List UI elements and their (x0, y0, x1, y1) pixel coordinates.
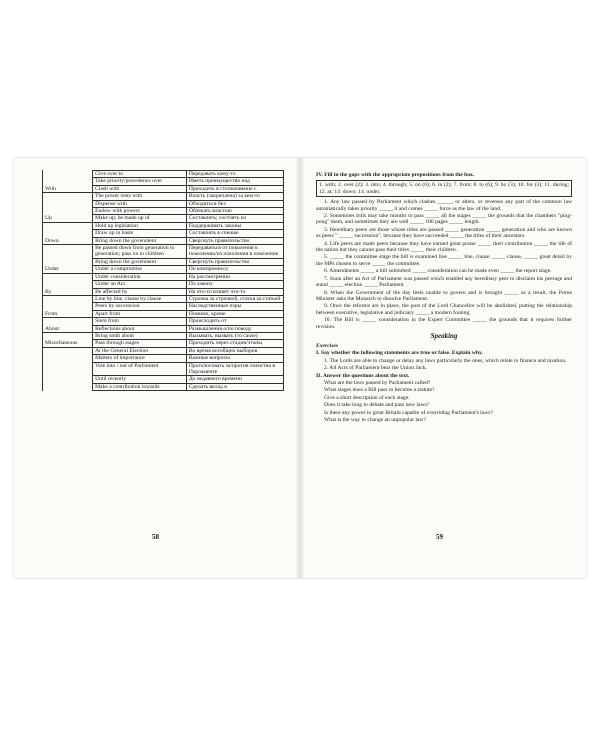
preposition-cell (43, 171, 93, 178)
gap-fill-item: 5. _____ the committee stage the bill is examined line _____ line, clause _____ clause, _____ great detail by the MPs chosen to serve _____ the committee. (316, 254, 572, 267)
translation-cell: Передаваться от поколения к поколению/из поколения в поколение (186, 245, 283, 259)
table-row (43, 266, 284, 273)
table-row (43, 376, 284, 383)
translation-cell: По компромиссу (186, 266, 283, 273)
table-row (43, 362, 284, 376)
true-false-item: 1. The Lords are able to change or delay any laws particularly the ones, which relate to finance and taxation. (324, 357, 567, 364)
phrase-cell: Under an Act (93, 281, 187, 288)
translation-cell: Строчка за строчкой, статья за статьей (186, 295, 283, 302)
phrase-cell: Pass through stages (93, 340, 187, 347)
preposition-cell (43, 332, 93, 339)
translation-cell: Передавать кому-то (186, 171, 283, 178)
question-item: Does it take long to debate and pass new laws? (324, 402, 430, 409)
gap-fill-item: 8. When the Government of the day feels unable to govern and is brought _____ as a result, the Prime Minister asks the Monarch to dissolve Parliament. (316, 289, 572, 302)
translation-cell: Иметь преимущество над (186, 178, 283, 185)
vocabulary-table (42, 170, 284, 391)
table-row (43, 245, 284, 259)
translation-cell: Помимо, кроме (186, 310, 283, 317)
phrase-cell: Draw up in haste (93, 230, 187, 237)
translation-cell: Проходить через стадии/этапы (186, 340, 283, 347)
table-row (43, 237, 284, 244)
preposition-cell (43, 200, 93, 207)
vocabulary-table-body (43, 171, 284, 391)
exercise-ii-heading: II. Answer the questions about the text. (316, 372, 410, 379)
preposition-cell (43, 208, 93, 215)
preposition-cell: About (43, 325, 93, 332)
question-item: What are the laws passed by Parliament called? (324, 379, 431, 386)
translation-cell: Наследственные пэры (186, 303, 283, 310)
translation-cell: Приходить в столкновение с (186, 185, 283, 192)
true-false-item: 2. All Acts of Parliament bear the Union Jack. (324, 365, 427, 372)
phrase-cell: Bring down the govenment (93, 237, 187, 244)
translation-cell: Поддерживать законы (186, 222, 283, 229)
left-page (14, 158, 300, 578)
gap-fill-item: 4. Life peers are made peers because they have earned great praise _____ their contribution _____ the life of the nation but they cannot pass their titles _____ their children. (316, 240, 572, 254)
translation-cell: Происходить от (186, 318, 283, 325)
table-row (43, 318, 284, 325)
phrase-cell: Take priority/precedence over (93, 178, 187, 185)
table-row (43, 178, 284, 185)
right-page-text (316, 172, 572, 424)
right-page (300, 158, 586, 578)
exercise-i-heading: I. Say whether the following statements are true or false. Explain why. (316, 350, 483, 357)
preposition-cell: From (43, 310, 93, 317)
preposition-cell: Under (43, 266, 93, 273)
phrase-cell: Until recently (93, 376, 187, 383)
preposition-cell (43, 222, 93, 229)
preposition-cell (43, 258, 93, 265)
table-row (43, 185, 284, 192)
phrase-cell: Clash with (93, 185, 187, 192)
phrase-cell: At the General Election (93, 347, 187, 354)
phrase-cell: Give over to (93, 171, 187, 178)
prepositions-box: 1. with; 2. over (2); 3. into; 4. through; 5. on (6); 6. in (2); 7. from; 8. to (6); 9. by (3); 10. for (3); 11. during; 12. at; 13. down; 14. under. (316, 180, 572, 197)
phrase-cell: Bring smth about (93, 332, 187, 339)
translation-cell: Свергнуть правительство (186, 258, 283, 265)
table-row (43, 258, 284, 265)
phrase-cell: Under a compromise (93, 266, 187, 273)
preposition-cell (43, 178, 93, 185)
phrase-cell: Peers by succession (93, 303, 187, 310)
translation-cell: Размышления о/по поводу (186, 325, 283, 332)
translation-cell: На рассмотрении (186, 273, 283, 280)
table-row (43, 288, 284, 295)
page-number-right: 59 (436, 533, 443, 541)
book-spread (14, 158, 586, 578)
translation-cell: На что-то влияет что-то (186, 288, 283, 295)
preposition-cell (43, 383, 93, 390)
question-item: What is the way to change an unpopular law? (324, 417, 426, 423)
table-row (43, 355, 284, 362)
question-item: Is there any power in great Britain capable of overriding Parliament's laws? (324, 409, 493, 416)
table-row (43, 325, 284, 332)
phrase-cell: Hold up legislation (93, 222, 187, 229)
gap-fill-item: 9. Once the reforms are in place, the post of the Lord Chancellor will be abolished, putting the relationship between executive, legislative and judiciary _____ a modern footing. (316, 303, 572, 316)
preposition-cell (43, 230, 93, 237)
phrase-cell: Be passed down from generation to generation; pass on to children (93, 245, 187, 259)
phrase-cell: Be affected by (93, 288, 187, 295)
table-row (43, 310, 284, 317)
phrase-cell: Stem from (93, 318, 187, 325)
table-row (43, 171, 284, 178)
gap-fill-item: 6. Amendments _____ a bill submitted _____ consideration can be made even _____ the report stage. (324, 268, 552, 275)
preposition-cell: Up (43, 215, 93, 222)
preposition-cell: Down (43, 237, 93, 244)
exercise-i-items (316, 358, 572, 372)
preposition-cell (43, 281, 93, 288)
translation-cell: Власть (закреплена) за кем-то (186, 193, 283, 200)
preposition-cell (43, 193, 93, 200)
translation-cell: Составлять; состоять из (186, 215, 283, 222)
preposition-cell (43, 376, 93, 383)
phrase-cell: Apart from (93, 310, 187, 317)
question-item: What stages does a Bill pass to become a statute? (324, 387, 435, 394)
phrase-cell: Dispense with (93, 200, 187, 207)
table-row (43, 383, 284, 390)
page-number-left: 58 (152, 533, 159, 541)
preposition-cell (43, 318, 93, 325)
speaking-title: Speaking (430, 331, 458, 340)
exercise-ii-items (316, 380, 572, 423)
phrase-cell: Make up; be made up of (93, 215, 187, 222)
exercises-label: Exercises (316, 342, 339, 349)
translation-cell: До недавнего времени (186, 376, 283, 383)
gap-fill-item: 10. The Bill is _____ consideration in the Expert Committee _____ the grounds that it requires further revision. (316, 317, 572, 330)
preposition-cell (43, 295, 93, 302)
phrase-cell: Vote into / out of Parliament (93, 362, 187, 376)
translation-cell: Важные вопросы (186, 355, 283, 362)
table-row (43, 215, 284, 222)
preposition-cell (43, 303, 93, 310)
phrase-cell: Bring down the govenment (93, 258, 187, 265)
table-row (43, 193, 284, 200)
translation-cell: Вызывать, вызвать (то cause) (186, 332, 283, 339)
preposition-cell: By (43, 288, 93, 295)
preposition-cell (43, 245, 93, 259)
translation-cell: Сделать вклад в (186, 383, 283, 390)
question-item: Give a short description of each stage. (324, 394, 410, 401)
preposition-cell: With (43, 185, 93, 192)
table-row (43, 273, 284, 280)
phrase-cell: Under consideration (93, 273, 187, 280)
table-row (43, 347, 284, 354)
exercise-iv-items (316, 199, 572, 330)
preposition-cell (43, 355, 93, 362)
gap-fill-item: 2. Sometimes bills may take months to pass _____ all the stages _____ the grounds that the chambers "ping-pong" them, and sometimes they are well _____ 100 pages _____ length. (316, 213, 572, 226)
book-gutter (295, 158, 305, 578)
translation-cell: Проголосовать за/против членства в Парламенте (186, 362, 283, 376)
phrase-cell: Make a contribution towards (93, 383, 187, 390)
preposition-cell: Miscellaneous (43, 340, 93, 347)
table-row (43, 208, 284, 215)
preposition-cell (43, 273, 93, 280)
table-row (43, 222, 284, 229)
gap-fill-item: 7. Soon after an Act of Parliament was passed which enabled any hereditary peer to disclaim his peerage and stand _____ election _____ Parliament. (316, 275, 572, 289)
preposition-cell (43, 347, 93, 354)
translation-cell: Составлять в спешке (186, 230, 283, 237)
gap-fill-item: 1. Any law passed by Parliament which clashes _____, or alters, or reverses any part of the common law automatically takes priority _____ it and comes _____ force as the law of the land. (316, 199, 572, 212)
table-row (43, 200, 284, 207)
table-row (43, 230, 284, 237)
table-row (43, 332, 284, 339)
exercise-iv-heading: IV. Fill in the gaps with the appropriate prepositions from the box. (316, 172, 475, 178)
translation-cell: Облекать властью (186, 208, 283, 215)
translation-cell: Обходиться без (186, 200, 283, 207)
preposition-cell (43, 362, 93, 376)
phrase-cell: Matters of importance (93, 355, 187, 362)
translation-cell: Во время всеобщих выборов (186, 347, 283, 354)
phrase-cell: Endow with powers (93, 208, 187, 215)
translation-cell: По закону (186, 281, 283, 288)
table-row (43, 303, 284, 310)
phrase-cell: Reflections about (93, 325, 187, 332)
table-row (43, 340, 284, 347)
table-row (43, 295, 284, 302)
phrase-cell: Line by line, clause by clause (93, 295, 187, 302)
table-row (43, 281, 284, 288)
gap-fill-item: 3. Hereditary peers are those whose titles are passed _____ generation _____ generation and who are known as peers " _____ succession", because they have succeeded _____ the titles of their ancestors. (316, 226, 572, 240)
phrase-cell: The power rests with (93, 193, 187, 200)
translation-cell: Свергнуть правительство (186, 237, 283, 244)
